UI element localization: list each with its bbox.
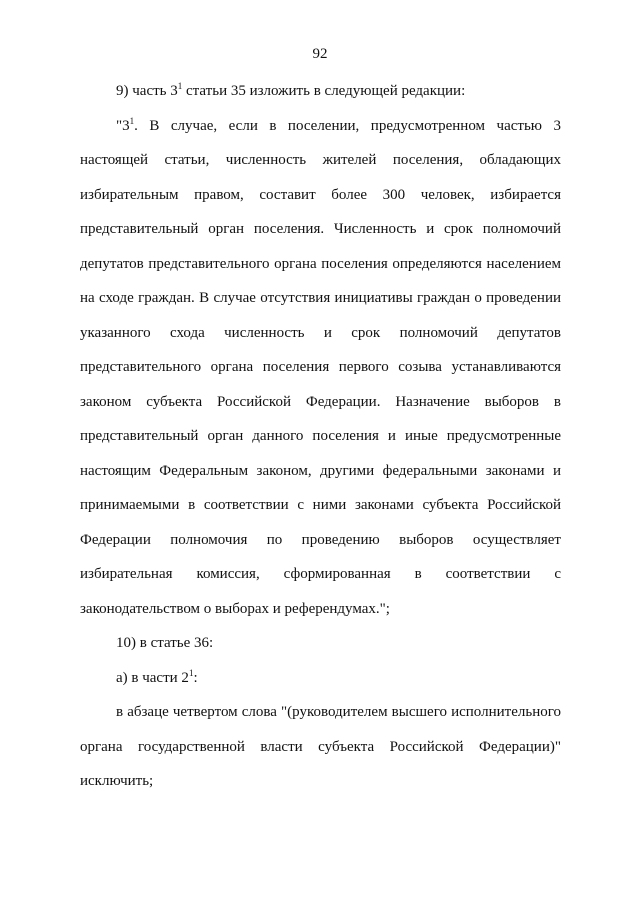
quote-line-6: на сходе граждан. В случае отсутствия инициативы граждан о проведении: [80, 290, 561, 306]
quote-line-9: законом субъекта Российской Федерации. Назначение выборов в: [80, 393, 561, 410]
quote-line-15: законодательством о выборах и референдумах.";: [80, 600, 390, 617]
quote-line-1-suffix: . В случае, если в поселении, предусмотренном частью 3: [134, 117, 561, 134]
item-10a-line: [80, 667, 561, 702]
quote-line-12: принимаемыми в соответствии с ними законами субъекта Российской: [80, 497, 561, 513]
quote-line-13: Федерации полномочия по проведению выборов осуществляет: [80, 531, 561, 548]
quote-line-10: представительный орган данного поселения и иные предусмотренные: [80, 428, 561, 444]
item-9-suffix: статьи 35 изложить в следующей редакции:: [182, 83, 466, 99]
quote-line-8: представительного органа поселения первого созыва устанавливаются: [80, 359, 561, 375]
para-line-2: органа государственной власти субъекта Российской Федерации)": [80, 738, 561, 755]
quote-line-2: настоящей статьи, численность жителей поселения, обладающих: [80, 152, 561, 168]
page-number: 92: [312, 46, 328, 62]
quote-line-1: [80, 115, 561, 150]
item-10a-suffix: :: [193, 669, 198, 686]
quote-line-3: избирательным правом, составит более 300 человек, избирается: [80, 186, 561, 203]
quote-line-4: представительный орган поселения. Численность и срок полномочий: [80, 221, 561, 237]
quote-line-11: настоящим Федеральным законом, другими федеральными законами и: [80, 462, 561, 479]
para-line-1: в абзаце четвертом слова "(руководителем высшего исполнительного: [116, 704, 561, 720]
item-10a-prefix: а) в части 2: [116, 669, 189, 686]
para-line-3: исключить;: [80, 773, 154, 789]
item-9-prefix: 9) часть 3: [116, 83, 178, 99]
item-9-superscript: 1: [177, 81, 183, 91]
item-9-line: [80, 80, 561, 115]
item-10-line: 10) в статье 36:: [116, 635, 214, 651]
quote-line-1-prefix: "3: [116, 117, 130, 134]
quote-line-14: избирательная комиссия, сформированная в соответствии с: [80, 566, 561, 582]
item-10a-superscript: 1: [188, 667, 194, 678]
quote-line-1-superscript: 1: [129, 115, 135, 126]
document-body: [80, 80, 561, 805]
quote-line-7: указанного схода численность и срок полномочий депутатов: [80, 324, 561, 341]
quote-line-5: депутатов представительного органа поселения определяются населением: [80, 255, 561, 272]
